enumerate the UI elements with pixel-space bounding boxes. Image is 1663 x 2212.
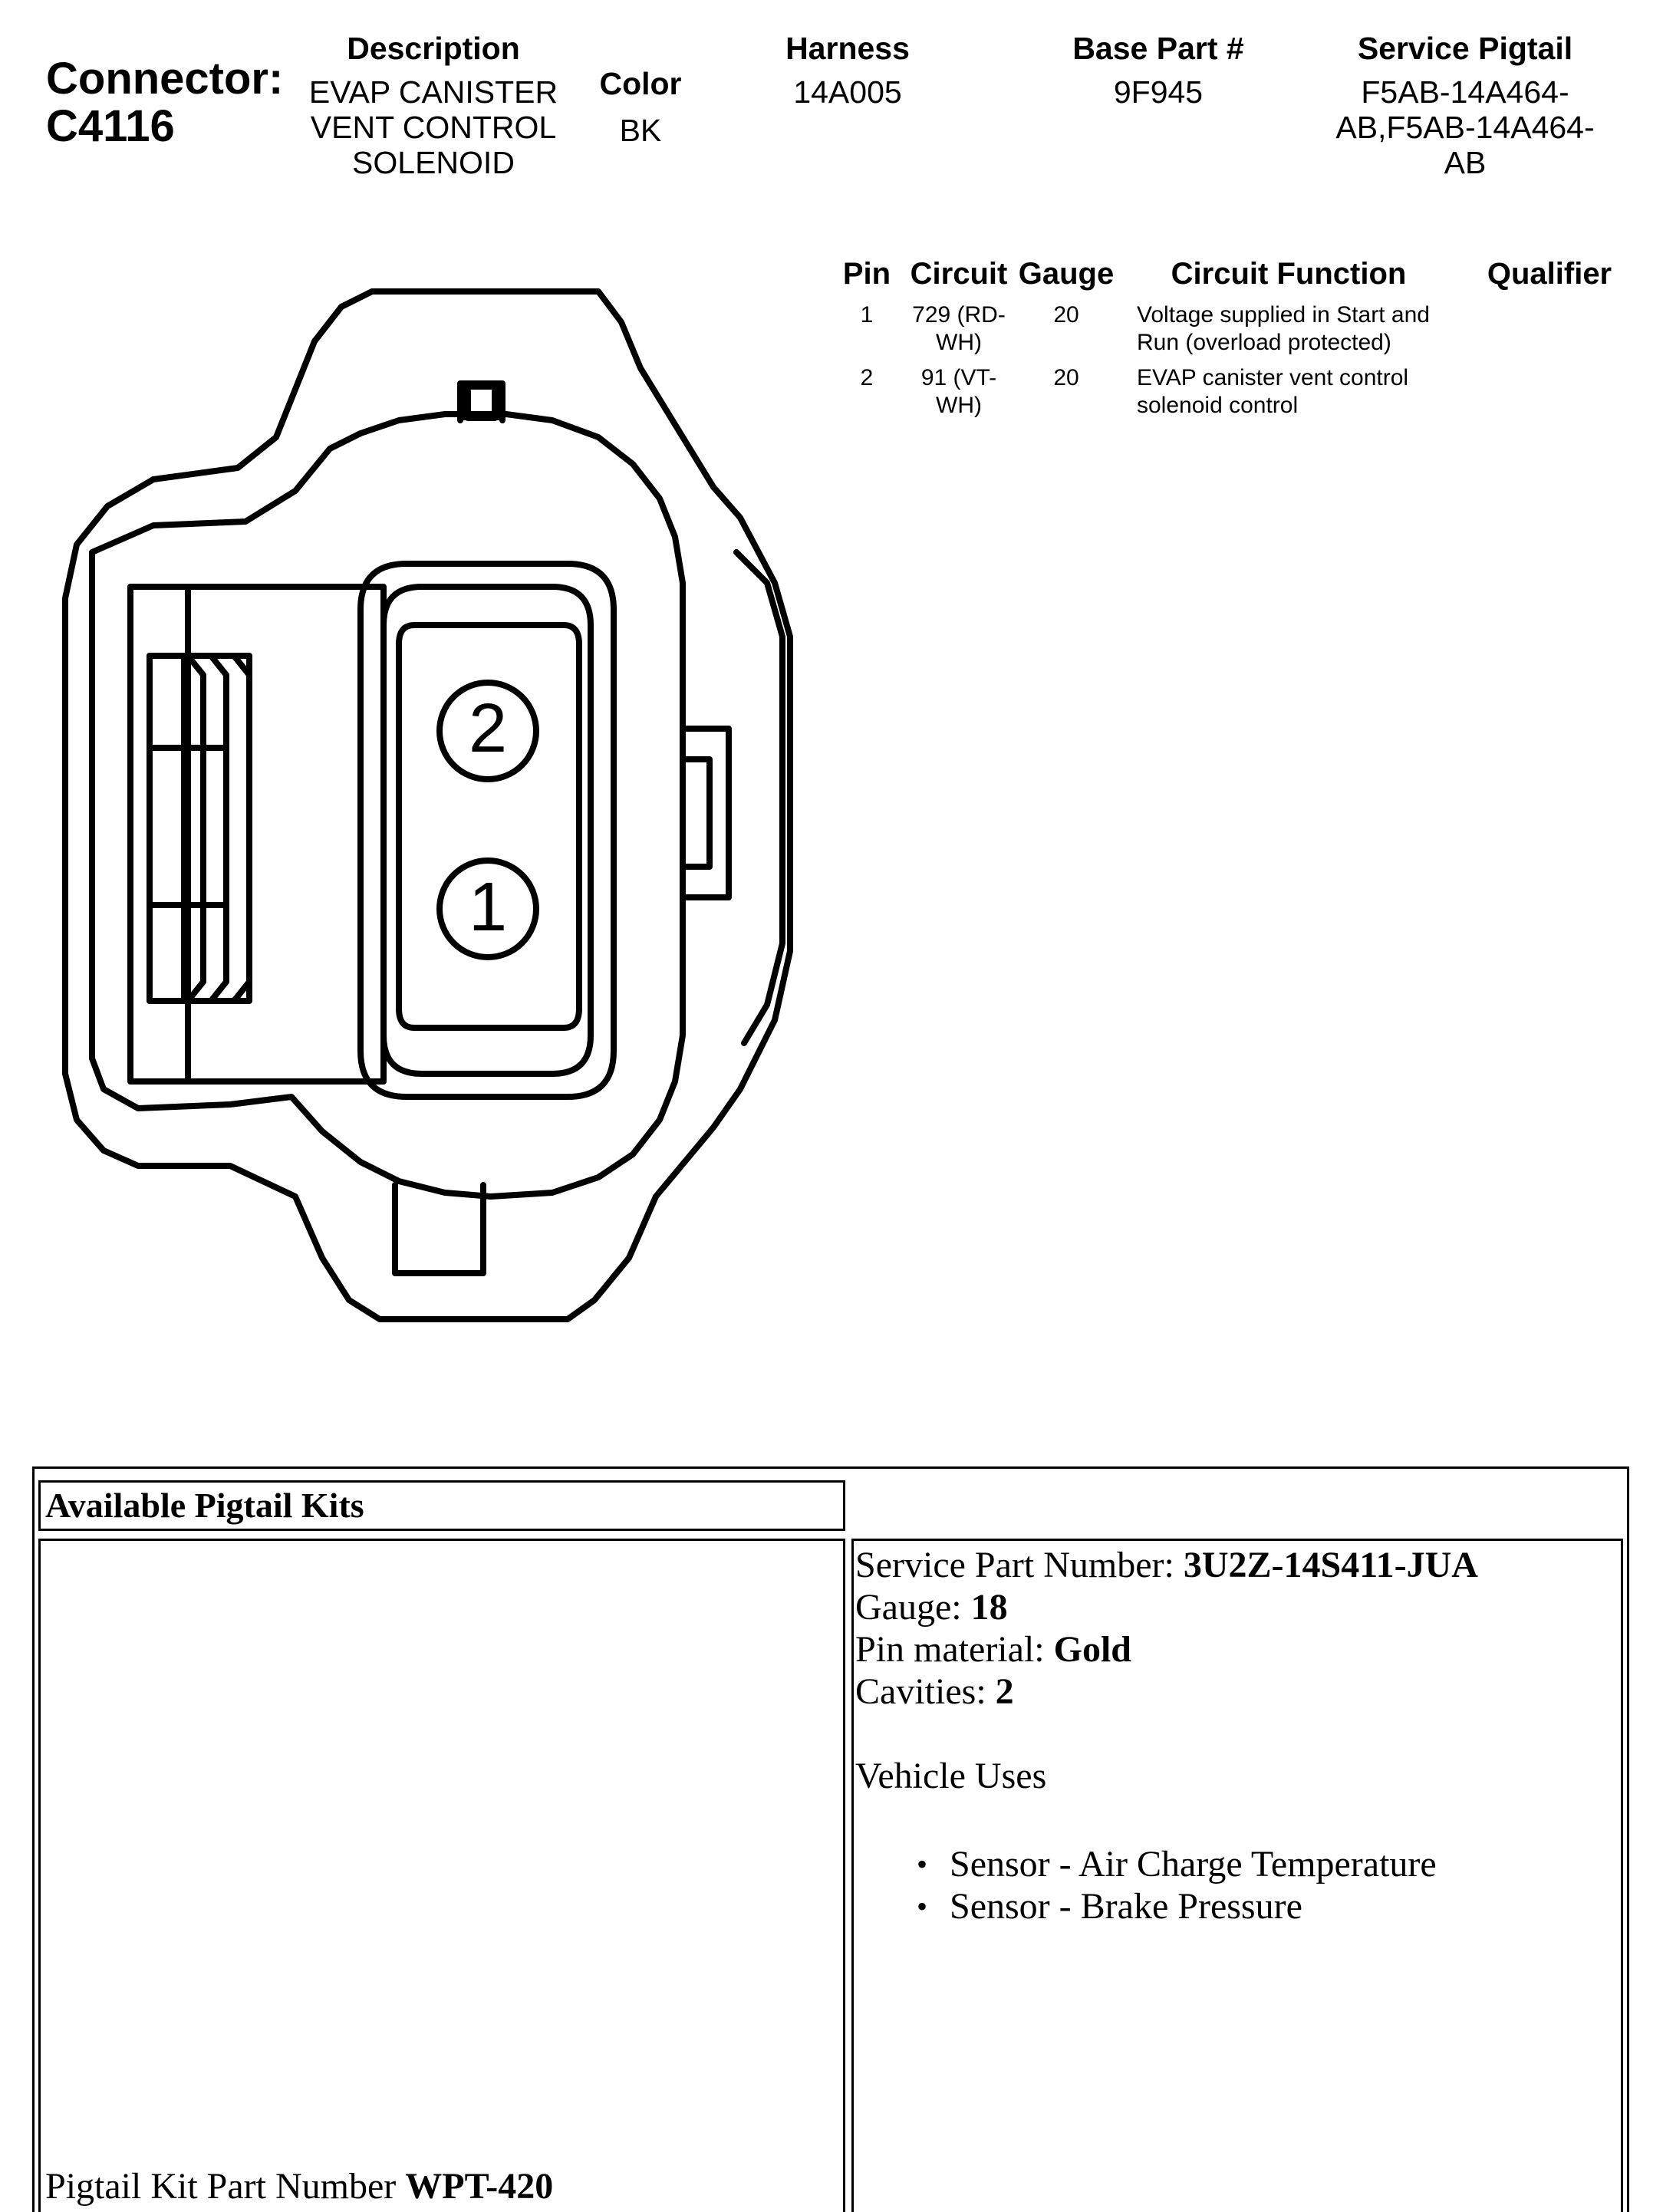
service-part-number [855,1544,1615,1586]
base-part-label: Base Part # [1072,31,1244,66]
base-part-column [1051,31,1266,110]
pigtail-kit-right-cell [851,1539,1623,2212]
service-pigtail-line: F5AB-14A464- [1361,74,1569,110]
pigtail-kit-part-number-label: Pigtail Kit Part Number [45,2166,406,2207]
function-line: Voltage supplied in Start and [1137,302,1430,328]
harness-column [759,31,936,110]
table-row-pin: 2 [860,365,874,390]
description-line: VENT CONTROL [310,110,557,145]
pigtail-kit-part-number [45,2165,553,2207]
table-row-function [1137,364,1459,420]
gauge-header: Gauge [1018,257,1115,291]
kit-pin-material-label: Pin material: [855,1629,1054,1670]
harness-label: Harness [785,31,910,66]
service-pigtail-line: AB,F5AB-14A464- [1335,110,1595,145]
table-row-circuit [905,301,1013,357]
kit-cavities [855,1671,1615,1713]
description-line: SOLENOID [352,145,515,180]
kit-pin-material [855,1628,1615,1671]
description-label: Description [347,31,520,66]
service-part-value: 3U2Z-14S411-JUA [1183,1545,1478,1585]
kit-gauge-value: 18 [970,1587,1008,1628]
service-pigtail-value [1304,74,1626,180]
connector-title [46,55,283,150]
kit-gauge-label: Gauge: [855,1587,971,1628]
list-item: • Sensor - Brake Pressure [855,1885,1615,1927]
connector-face-diagram [46,276,813,1365]
circuit-function-header: Circuit Function [1171,257,1407,291]
list-item: • Sensor - Air Charge Temperature [855,1843,1615,1885]
pigtail-kit-left-cell [38,1539,845,2212]
circuit-line: WH) [936,330,982,355]
table-row-pin: 1 [860,302,874,328]
service-pigtail-column [1304,31,1626,180]
table-row-function [1137,301,1459,357]
connector-label: Connector: [46,54,284,104]
vehicle-uses-list [855,1843,1615,1927]
kit-cavities-value: 2 [995,1671,1014,1712]
pin-table [828,257,1642,441]
function-line: EVAP canister vent control [1137,365,1409,390]
pin-2-label: 2 [468,690,508,767]
base-part-value: 9F945 [1113,74,1204,110]
service-pigtail-line: AB [1444,145,1487,180]
kit-pin-material-value: Gold [1053,1629,1131,1670]
description-column [291,31,575,180]
service-part-label: Service Part Number: [855,1545,1184,1585]
connector-id: C4116 [46,101,175,151]
pigtail-kits-title-cell [38,1480,845,1531]
kit-gauge [855,1586,1615,1628]
pigtail-kit-part-number-value: WPT-420 [405,2166,554,2207]
left-latch [150,656,184,1001]
circuit-line: 91 (VT- [920,365,997,390]
description-value [291,74,575,180]
pigtail-kits-title: Available Pigtail Kits [45,1486,364,1525]
function-line: solenoid control [1137,393,1299,418]
bottom-key-tab [395,1185,483,1273]
color-value: BK [619,113,662,148]
pin-1-label: 1 [468,869,508,946]
table-row-circuit [905,364,1013,420]
circuit-line: 729 (RD- [912,302,1006,328]
color-column [583,66,698,148]
kit-cavities-label: Cavities: [855,1671,996,1712]
table-row-gauge: 20 [1053,302,1079,328]
description-line: EVAP CANISTER [308,74,558,110]
left-slot-frame [130,587,384,1081]
circuit-line: WH) [936,393,982,418]
qualifier-header: Qualifier [1487,257,1612,291]
vehicle-uses-label: Vehicle Uses [855,1756,1047,1796]
function-line: Run (overload protected) [1137,330,1391,355]
table-row-gauge: 20 [1053,365,1079,390]
service-pigtail-label: Service Pigtail [1357,31,1573,66]
harness-value: 14A005 [793,74,902,110]
pigtail-kit-details [855,1544,1615,1927]
color-label: Color [599,66,682,101]
circuit-header: Circuit [910,257,1008,291]
pin-header: Pin [842,257,891,291]
